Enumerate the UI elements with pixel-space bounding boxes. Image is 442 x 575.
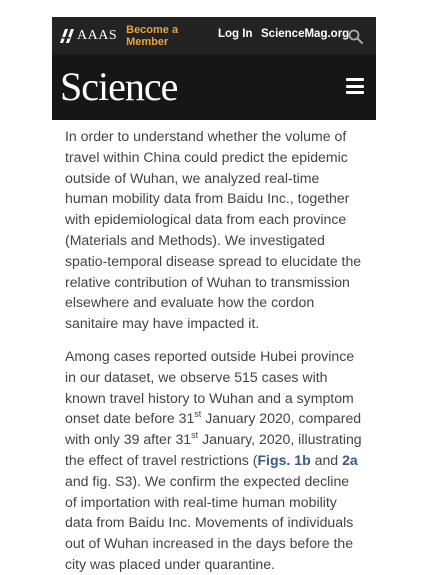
top-bar	[52, 17, 376, 55]
aaas-logo-text: AAAS	[77, 28, 118, 43]
search-icon[interactable]	[348, 29, 363, 44]
login-link[interactable]: Log In	[218, 28, 253, 40]
masthead	[52, 55, 376, 120]
paragraph-1: In order to understand whether the volume of travel within China could predict the epidemic outside of Wuhan, we analyzed real-time human mobility data from Baidu Inc., together with epidemiological data from each province (Materials and Methods). We investigated spatio-temporal disease spread to elucidate the relative contribution of Wuhan to transmission elsewhere and evaluate how the cordon sanitaire may have impacted it.	[65, 128, 362, 332]
sciencemag-link[interactable]: ScienceMag.org	[261, 28, 350, 40]
aaas-logo-icon	[60, 29, 74, 43]
figure-2a-link[interactable]: 2a	[342, 451, 358, 468]
science-logo[interactable]: Science	[60, 64, 178, 109]
become-member-link[interactable]: Become a Member	[126, 24, 179, 48]
aaas-logo[interactable]	[60, 17, 117, 55]
mobile-viewport	[52, 17, 376, 572]
paragraph-2: Among cases reported outside Hubei province in our dataset, we observe 515 cases with known travel history to Wuhan and a symptom onset date before 31st January 2020, compared with only 39 after 31st January, 2020, illustrating the effect of travel restrictions (Figs. 1b and 2a and fig. S3). We confirm the expected decline of importation with real-time human mobility data from Baidu Inc. Movements of individuals out of Wuhan increased in the days before the city was placed under quarantine.	[65, 347, 362, 572]
figure-1b-link[interactable]: Figs. 1b	[257, 451, 311, 468]
hamburger-menu-icon[interactable]	[346, 78, 364, 94]
article-body	[52, 120, 376, 575]
